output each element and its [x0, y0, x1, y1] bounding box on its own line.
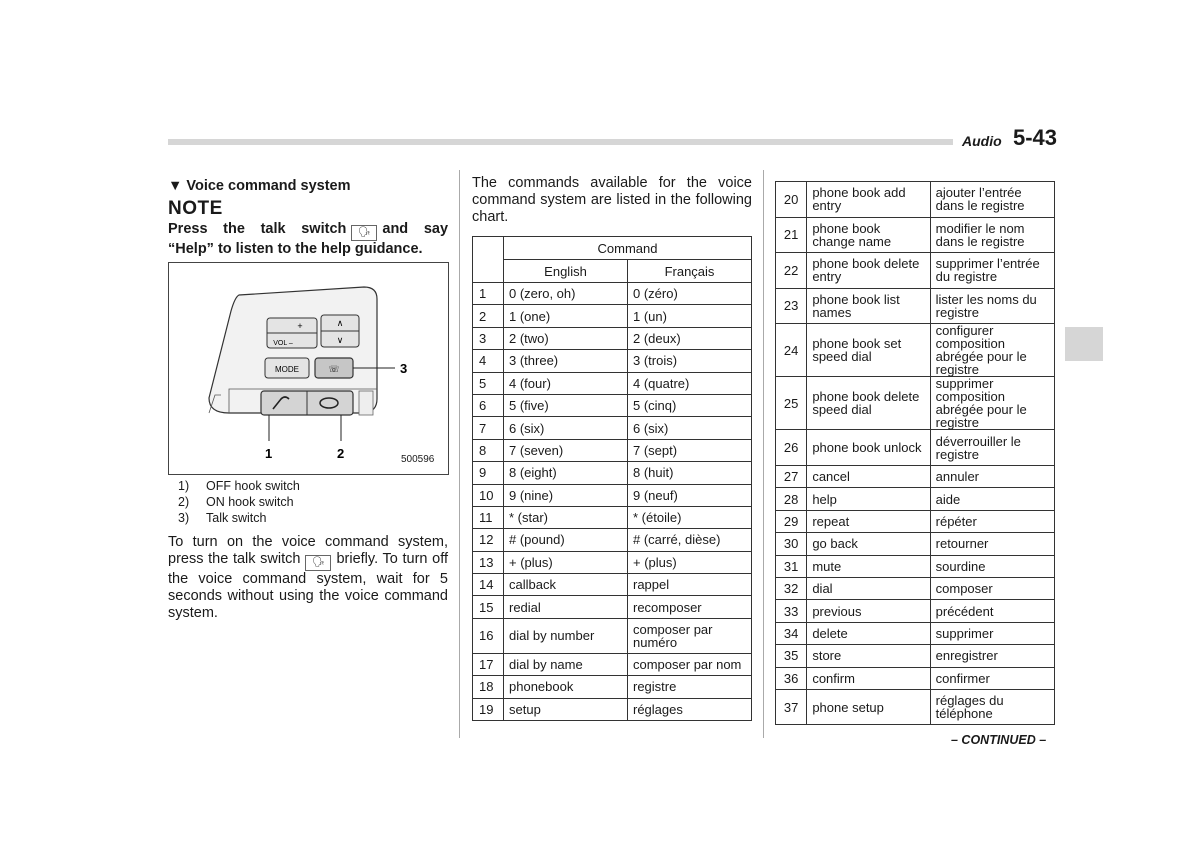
instruction-text-end: briefly. To turn off the voice command system, wait for 5 seconds without using the voice command system. [168, 551, 448, 621]
french-cell: modifier le nom dans le registre [930, 217, 1054, 253]
french-cell: 9 (neuf) [628, 484, 752, 506]
table-row [776, 600, 1055, 622]
english-cell: 4 (four) [504, 372, 628, 394]
svg-text:☏: ☏ [328, 365, 340, 375]
english-cell: phonebook [504, 676, 628, 698]
english-cell: go back [807, 533, 930, 555]
french-cell: supprimer l’entrée du registre [930, 253, 1054, 289]
table-row [776, 324, 1055, 377]
english-cell: phone setup [807, 689, 930, 725]
table-row [473, 372, 752, 394]
row-number: 6 [473, 394, 504, 416]
english-cell: phone book list names [807, 288, 930, 324]
row-number: 10 [473, 484, 504, 506]
row-number: 7 [473, 417, 504, 439]
english-cell: 2 (two) [504, 327, 628, 349]
row-number: 15 [473, 596, 504, 618]
english-cell: previous [807, 600, 930, 622]
english-cell: mute [807, 555, 930, 577]
french-cell: composer par nom [628, 653, 752, 675]
french-cell: recomposer [628, 596, 752, 618]
row-number: 35 [776, 645, 807, 667]
table-row [776, 555, 1055, 577]
table-row [776, 217, 1055, 253]
row-number: 28 [776, 488, 807, 510]
row-number: 2 [473, 305, 504, 327]
table-row [776, 577, 1055, 599]
note-text-end: and say “Help” to listen to the help guidance. [168, 221, 449, 257]
english-cell: 8 (eight) [504, 462, 628, 484]
table-row [473, 676, 752, 698]
callout-3: 3 [400, 361, 408, 376]
page-number: 5-43 [1013, 125, 1058, 150]
french-cell: 4 (quatre) [628, 372, 752, 394]
french-cell: supprimer composition abrégée pour le registre [930, 377, 1054, 430]
mode-label: MODE [275, 365, 299, 374]
french-cell: + (plus) [628, 551, 752, 573]
table-row [473, 350, 752, 372]
talk-switch-icon: 🗣 [305, 555, 331, 571]
english-cell: phone book add entry [807, 182, 930, 218]
french-cell: 2 (deux) [628, 327, 752, 349]
english-cell: help [807, 488, 930, 510]
command-header: Command [504, 237, 752, 260]
section-name: Audio [962, 133, 1002, 149]
table-row [473, 551, 752, 573]
command-table-2-body [776, 182, 1055, 725]
english-cell: phone book delete entry [807, 253, 930, 289]
row-number: 20 [776, 182, 807, 218]
french-cell: 3 (trois) [628, 350, 752, 372]
french-cell: déverrouiller le registre [930, 430, 1054, 466]
french-header: Français [628, 260, 752, 283]
command-table-2 [775, 181, 1055, 725]
row-number: 12 [473, 529, 504, 551]
table-row [473, 283, 752, 305]
french-cell: réglages du téléphone [930, 689, 1054, 725]
row-number: 29 [776, 510, 807, 532]
english-cell: + (plus) [504, 551, 628, 573]
row-number: 13 [473, 551, 504, 573]
row-number: 17 [473, 653, 504, 675]
note-body [168, 221, 448, 258]
english-cell: 6 (six) [504, 417, 628, 439]
legend-item [178, 478, 300, 494]
steering-switch-figure [168, 262, 449, 475]
french-cell: 6 (six) [628, 417, 752, 439]
callout-2: 2 [337, 446, 345, 461]
command-table-1-body [473, 283, 752, 721]
index-header [473, 237, 504, 283]
english-cell: store [807, 645, 930, 667]
english-cell: phone book delete speed dial [807, 377, 930, 430]
french-cell: # (carré, dièse) [628, 529, 752, 551]
english-cell: redial [504, 596, 628, 618]
table-row [776, 622, 1055, 644]
french-cell: 7 (sept) [628, 439, 752, 461]
section-title: ▼ Voice command system [168, 178, 351, 194]
french-cell: 8 (huit) [628, 462, 752, 484]
french-cell: supprimer [930, 622, 1054, 644]
figure-code: 500596 [401, 454, 435, 465]
table-row [776, 645, 1055, 667]
english-cell: phone book set speed dial [807, 324, 930, 377]
french-cell: retourner [930, 533, 1054, 555]
english-cell: # (pound) [504, 529, 628, 551]
table-row [473, 439, 752, 461]
legend-item [178, 510, 300, 526]
note-title: NOTE [168, 198, 223, 219]
row-number: 21 [776, 217, 807, 253]
english-cell: 7 (seven) [504, 439, 628, 461]
english-cell: phone book unlock [807, 430, 930, 466]
table-row [776, 488, 1055, 510]
row-number: 37 [776, 689, 807, 725]
legend-text: OFF hook switch [206, 479, 300, 493]
french-cell: ajouter l’entrée dans le registre [930, 182, 1054, 218]
french-cell: composer par numéro [628, 618, 752, 653]
english-cell: phone book change name [807, 217, 930, 253]
table-row [776, 667, 1055, 689]
table-row [473, 484, 752, 506]
table-row [776, 466, 1055, 488]
english-cell: 1 (one) [504, 305, 628, 327]
table-row [473, 653, 752, 675]
english-cell: dial by number [504, 618, 628, 653]
table-row [473, 618, 752, 653]
french-cell: * (étoile) [628, 506, 752, 528]
table-row [473, 698, 752, 720]
table-row [473, 462, 752, 484]
table-row [473, 305, 752, 327]
legend-text: Talk switch [206, 511, 267, 525]
header-rule [168, 139, 953, 145]
row-number: 27 [776, 466, 807, 488]
column-divider-left [459, 170, 460, 738]
row-number: 4 [473, 350, 504, 372]
table-row [473, 327, 752, 349]
table-row [776, 253, 1055, 289]
legend-text: ON hook switch [206, 495, 294, 509]
row-number: 26 [776, 430, 807, 466]
french-cell: 5 (cinq) [628, 394, 752, 416]
continued-note: – CONTINUED – [951, 733, 1047, 747]
row-number: 36 [776, 667, 807, 689]
steering-switch-illustration [169, 263, 448, 474]
table-row [473, 506, 752, 528]
row-number: 23 [776, 288, 807, 324]
table-row [473, 596, 752, 618]
table-row [776, 377, 1055, 430]
legend-item [178, 494, 300, 510]
english-cell: dial by name [504, 653, 628, 675]
row-number: 18 [473, 676, 504, 698]
english-cell: setup [504, 698, 628, 720]
french-cell: lister les noms du registre [930, 288, 1054, 324]
row-number: 9 [473, 462, 504, 484]
row-number: 25 [776, 377, 807, 430]
french-cell: 1 (un) [628, 305, 752, 327]
english-header: English [504, 260, 628, 283]
instruction-text-start: To turn on the voice command system, press the talk switch [168, 534, 448, 567]
legend-number: 2) [178, 495, 190, 509]
french-cell: registre [628, 676, 752, 698]
french-cell: configurer composition abrégée pour le registre [930, 324, 1054, 377]
english-cell: * (star) [504, 506, 628, 528]
french-cell: annuler [930, 466, 1054, 488]
chapter-tab [1065, 327, 1103, 361]
english-cell: 3 (three) [504, 350, 628, 372]
vol-label: VOL – [273, 340, 293, 347]
row-number: 5 [473, 372, 504, 394]
column-divider-right [763, 170, 764, 738]
row-number: 14 [473, 574, 504, 596]
french-cell: réglages [628, 698, 752, 720]
row-number: 8 [473, 439, 504, 461]
english-cell: 9 (nine) [504, 484, 628, 506]
english-cell: 5 (five) [504, 394, 628, 416]
command-table-1 [472, 236, 752, 721]
french-cell: composer [930, 577, 1054, 599]
instruction-paragraph [168, 534, 448, 622]
french-cell: confirmer [930, 667, 1054, 689]
french-cell: aide [930, 488, 1054, 510]
french-cell: 0 (zéro) [628, 283, 752, 305]
row-number: 24 [776, 324, 807, 377]
callout-1: 1 [265, 446, 273, 461]
talk-switch-icon: 🗣 [351, 225, 377, 241]
row-number: 22 [776, 253, 807, 289]
row-number: 3 [473, 327, 504, 349]
legend-number: 3) [178, 511, 190, 525]
row-number: 32 [776, 577, 807, 599]
row-number: 34 [776, 622, 807, 644]
seek-up-label: ∧ [336, 318, 344, 328]
vol-plus-label: + [297, 321, 303, 331]
french-cell: précédent [930, 600, 1054, 622]
english-cell: 0 (zero, oh) [504, 283, 628, 305]
table-row [776, 430, 1055, 466]
english-cell: confirm [807, 667, 930, 689]
command-intro: The commands available for the voice command system are listed in the following chart. [472, 175, 752, 225]
figure-legend [178, 478, 300, 526]
english-cell: dial [807, 577, 930, 599]
table-row [473, 574, 752, 596]
legend-number: 1) [178, 479, 190, 493]
row-number: 16 [473, 618, 504, 653]
french-cell: répéter [930, 510, 1054, 532]
table-row [776, 182, 1055, 218]
table-row [473, 394, 752, 416]
table-row [776, 689, 1055, 725]
seek-down-label: ∨ [336, 335, 344, 345]
english-cell: repeat [807, 510, 930, 532]
row-number: 19 [473, 698, 504, 720]
row-number: 31 [776, 555, 807, 577]
table-row [473, 417, 752, 439]
english-cell: cancel [807, 466, 930, 488]
table-row [776, 510, 1055, 532]
english-cell: callback [504, 574, 628, 596]
row-number: 11 [473, 506, 504, 528]
row-number: 30 [776, 533, 807, 555]
french-cell: rappel [628, 574, 752, 596]
table-row [776, 533, 1055, 555]
row-number: 1 [473, 283, 504, 305]
row-number: 33 [776, 600, 807, 622]
french-cell: sourdine [930, 555, 1054, 577]
english-cell: delete [807, 622, 930, 644]
table-row [776, 288, 1055, 324]
note-text-start: Press the talk switch [168, 221, 347, 237]
french-cell: enregistrer [930, 645, 1054, 667]
table-row [473, 529, 752, 551]
